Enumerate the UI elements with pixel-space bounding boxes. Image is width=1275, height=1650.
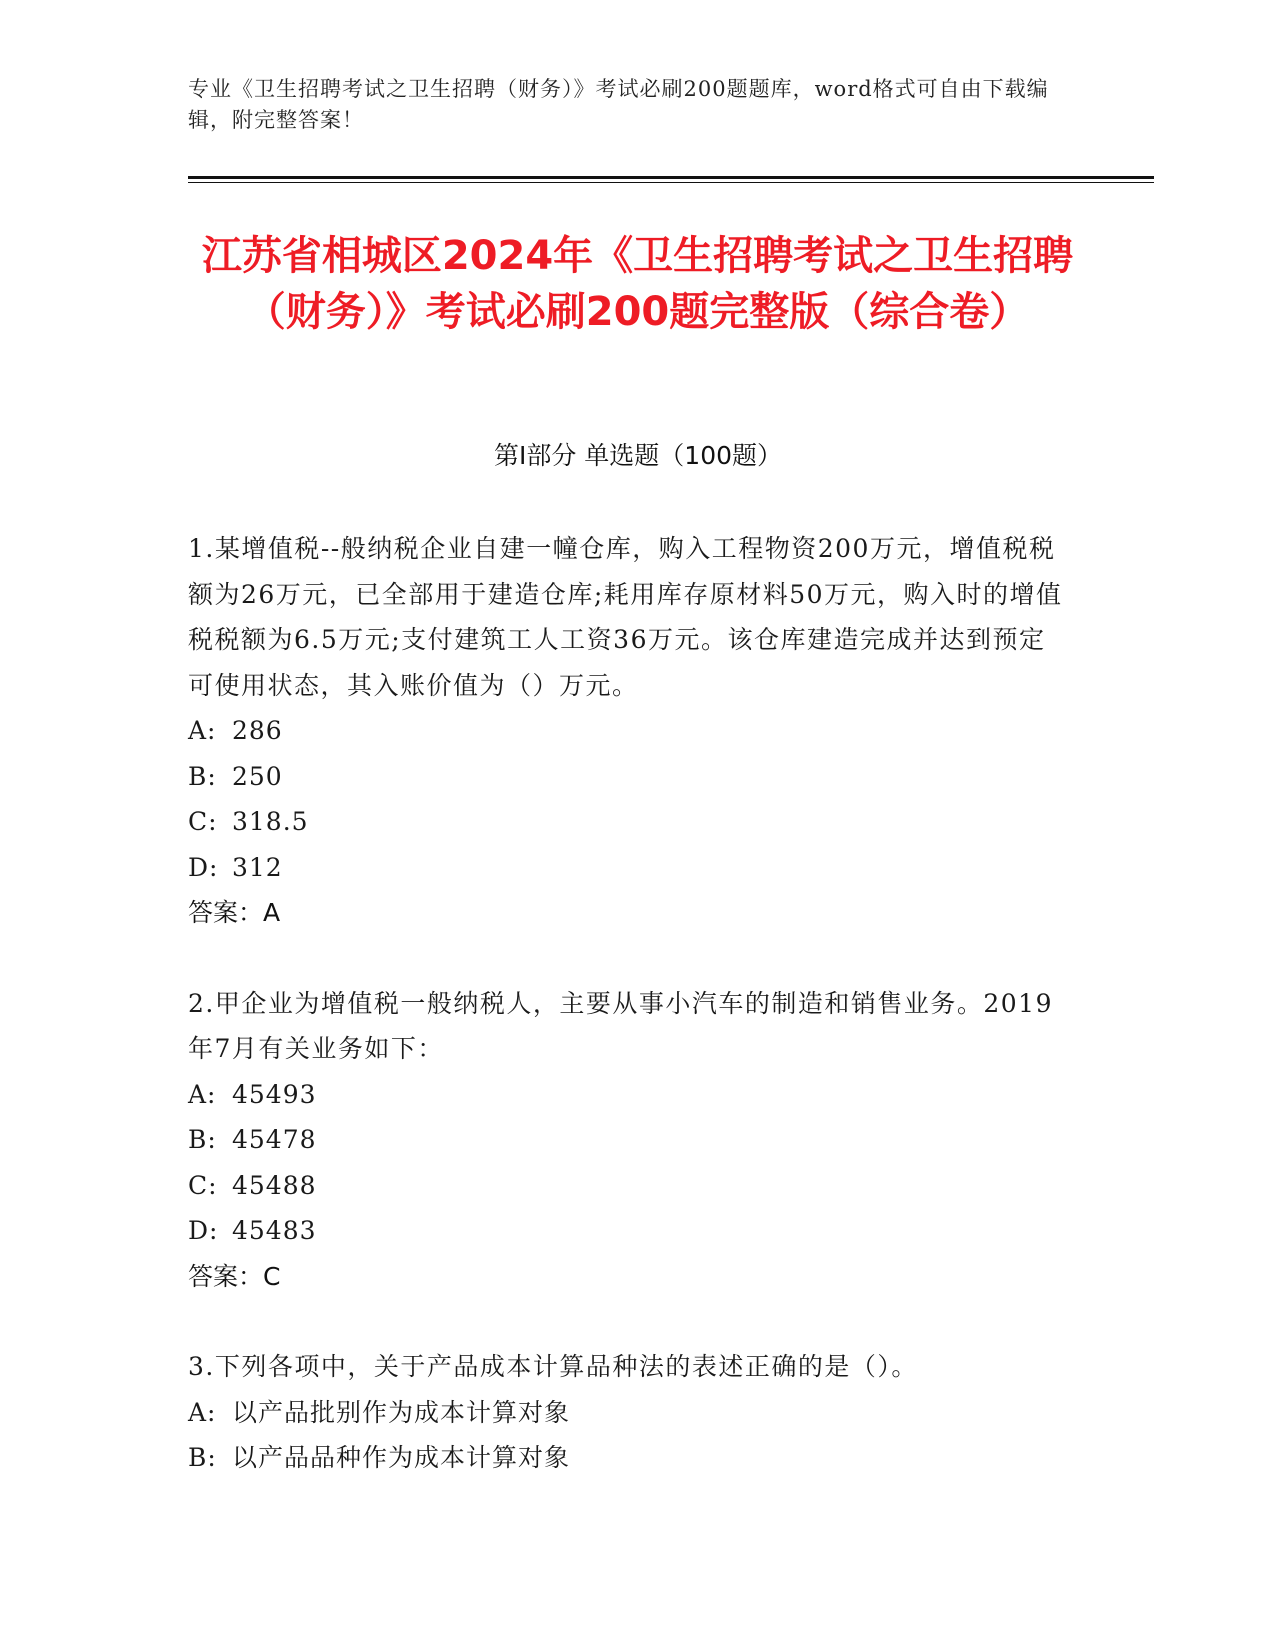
option-d bbox=[188, 1208, 1068, 1254]
section-title: 第Ⅰ部分 单选题（100题） bbox=[493, 441, 783, 470]
option-c bbox=[188, 799, 1068, 845]
question-text: 3.下列各项中，关于产品成本计算品种法的表述正确的是（）。 bbox=[188, 1352, 918, 1381]
option-value: 312 bbox=[232, 852, 283, 882]
answer-line: 答案：A bbox=[188, 898, 281, 927]
question-text: 2.甲企业为增值税一般纳税人，主要从事小汽车的制造和销售业务。2019年7月有关业务如下： bbox=[188, 988, 1053, 1063]
question-spacer bbox=[188, 936, 1068, 981]
option-letter: A: bbox=[188, 1079, 217, 1109]
option-b bbox=[188, 1117, 1068, 1163]
option-c bbox=[188, 1163, 1068, 1209]
option-d bbox=[188, 845, 1068, 891]
question-list bbox=[188, 526, 1068, 1481]
option-letter: A: bbox=[188, 1397, 217, 1427]
question-2 bbox=[188, 981, 1068, 1300]
option-value: 250 bbox=[232, 761, 283, 791]
option-a bbox=[188, 1390, 1068, 1436]
option-value: 45483 bbox=[232, 1216, 317, 1245]
option-value: 以产品品种作为成本计算对象 bbox=[232, 1443, 571, 1472]
question-1 bbox=[188, 526, 1068, 936]
option-value: 318.5 bbox=[232, 807, 309, 836]
header-rule-thin bbox=[188, 182, 1154, 183]
option-a bbox=[188, 708, 1068, 754]
option-value: 286 bbox=[232, 716, 283, 745]
header-rule-thick bbox=[188, 176, 1154, 179]
option-letter: A: bbox=[188, 716, 217, 745]
option-letter: C: bbox=[188, 807, 218, 836]
option-letter: C: bbox=[188, 1170, 218, 1200]
header-note: 专业《卫生招聘考试之卫生招聘（财务）》考试必刷200题题库，word格式可自由下载编辑，附完整答案！ bbox=[188, 77, 1049, 132]
question-spacer bbox=[188, 1299, 1068, 1344]
option-a bbox=[188, 1072, 1068, 1118]
option-b bbox=[188, 1435, 1068, 1481]
option-value: 以产品批别作为成本计算对象 bbox=[232, 1397, 571, 1427]
option-letter: B: bbox=[188, 1125, 217, 1154]
option-b bbox=[188, 754, 1068, 800]
option-letter: D: bbox=[188, 852, 219, 882]
question-text: 1.某增值税--般纳税企业自建一幢仓库，购入工程物资200万元，增值税税额为26万元，已全部用于建造仓库;耗用库存原材料50万元，购入时的增值税税额为6.5万元;支付建筑工人工资36万元。该仓库建造完成并达到预定可使用状态，其入账价值为（）万元。 bbox=[188, 534, 1063, 700]
document-title: 江苏省相城区2024年《卫生招聘考试之卫生招聘（财务）》考试必刷200题完整版（综合卷） bbox=[201, 233, 1074, 335]
option-value: 45488 bbox=[232, 1170, 317, 1200]
answer-line: 答案：C bbox=[188, 1261, 281, 1291]
question-3 bbox=[188, 1344, 1068, 1481]
option-letter: B: bbox=[188, 1443, 217, 1472]
option-letter: B: bbox=[188, 761, 217, 791]
option-value: 45493 bbox=[232, 1079, 317, 1109]
option-value: 45478 bbox=[232, 1125, 317, 1154]
option-letter: D: bbox=[188, 1216, 219, 1245]
